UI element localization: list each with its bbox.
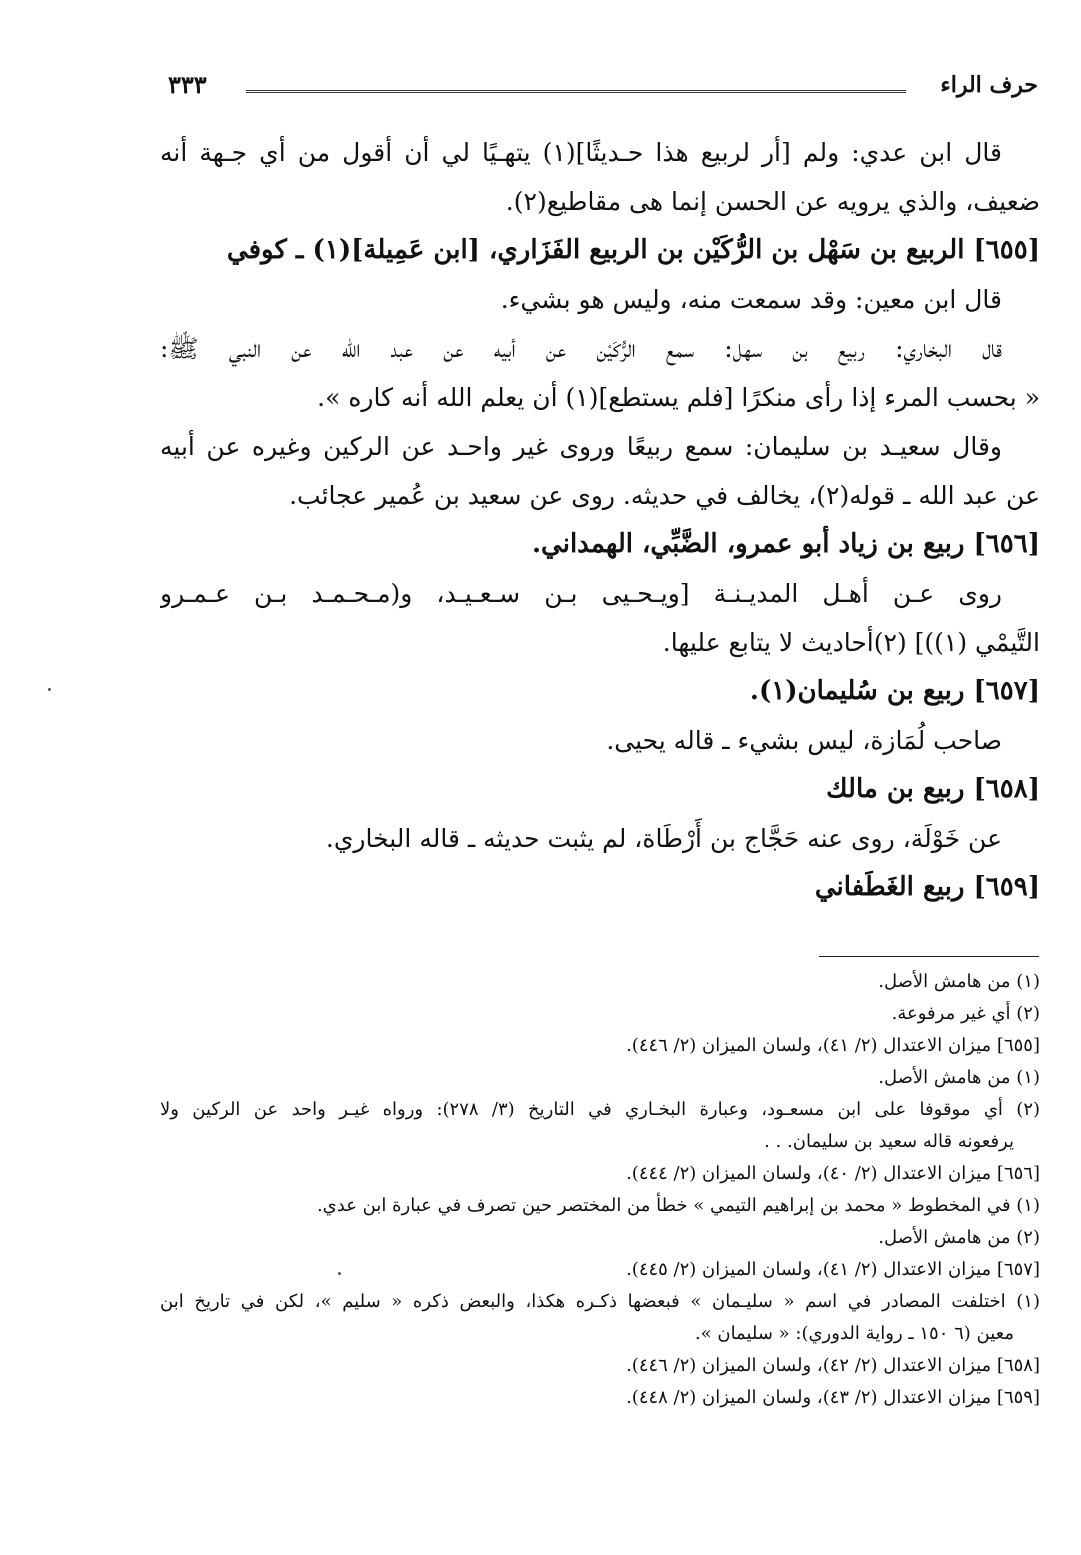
footnote: (١) من هامش الأصل. [878,1067,1040,1088]
footnote: معين (٦ ١٥٠ ـ رواية الدوري): « سليمان ». [694,1323,1014,1344]
text-line: عن خَوْلَة، روى عنه حَجَّاج بن أَرْطَاة، لم يثبت حديثه ـ قاله البخاري. [325,824,1002,853]
text-line: روى عـن أهـل المديـنـة [ويـحـيى بـن سـعـيـد، و(مـحـمـد بـن عـمـرو [160,579,1002,608]
running-header [168,68,1038,108]
entry-heading: [٦٥٨] ربيع بن مالك [826,774,1040,804]
entry-heading: [٦٥٦] ربيع بن زياد أبو عمرو، الضَّبِّي، الهمداني. [532,529,1040,559]
text-line: « بحسب المرء إذا رأى منكرًا [فلم يستطع](١) أن يعلم الله أنه كاره ». [317,383,1040,412]
footnote: (١) في المخطوط « محمد بن إبراهيم التيمي » خطأ من المختصر حين تصرف في عبارة ابن عدي. [316,1195,1040,1216]
entry-heading: [٦٥٥] الربيع بن سَهْل بن الرُّكَيْن بن الربيع الفَزَاري، [ابن عَمِيلة](١) ـ كوفي [226,235,1040,265]
page-number: ٣٣٣ [168,70,207,99]
footnote: [٦٥٨] ميزان الاعتدال (٢/ ٤٢)، ولسان الميزان (٢/ ٤٤٦). [626,1355,1040,1376]
scan-speck [338,1272,341,1275]
entry-heading: [٦٥٩] ربيع الغَطَفاني [814,872,1040,902]
footnote: (١) من هامش الأصل. [878,971,1040,992]
footnote: (٢) أي موقوفا على ابن مسعـود، وعبارة البخـاري في التاريخ (٣/ ٢٧٨): ورواه غيـر واحد عن الركين ولا [160,1099,1040,1120]
text-line: صاحب لُمَازة، ليس بشيء ـ قاله يحيى. [606,726,1002,755]
footnote: [٦٥٦] ميزان الاعتدال (٢/ ٤٠)، ولسان الميزان (٢/ ٤٤٤). [626,1163,1040,1184]
scan-speck [48,688,51,691]
entry-heading: [٦٥٧] ربيع بن سُليمان(١). [749,676,1040,706]
text-line: ضعيف، والذي يرويه عن الحسن إنما هى مقاطيع(٢). [505,187,1040,216]
footnote: (٢) أي غير مرفوعة. [891,1003,1040,1024]
footnote: يرفعونه قاله سعيد بن سليمان. . . [764,1131,1014,1152]
text-line: عن عبد الله ـ قوله(٢)، يخالف في حديثه. روى عن سعيد بن عُمير عجائب. [289,481,1040,510]
text-line: التَّيمْي (١))] (٢)أحاديث لا يتابع عليها. [662,628,1040,657]
footnote: [٦٥٩] ميزان الاعتدال (٢/ ٤٣)، ولسان الميزان (٢/ ٤٤٨). [626,1387,1040,1408]
main-text [160,128,1040,912]
footnote: [٦٥٧] ميزان الاعتدال (٢/ ٤١)، ولسان الميزان (٢/ ٤٤٥). [626,1259,1040,1280]
chapter-title: حرف الراء [940,72,1038,98]
footnotes [160,966,1040,1414]
footnote-rule [819,956,1039,957]
text-line: قال البخاري: ربيع بن سهل: سمع الرُّكَيْن عن أبيه عن عبد الله عن النبي ﷺ: [160,334,1002,363]
text-line: قال ابن معين: وقد سمعت منه، وليس هو بشيء. [500,285,1002,314]
footnote: (١) اختلفت المصادر في اسم « سليـمان » فبعضها ذكـره هكذا، والبعض ذكره « سليم »، لكن في تاريخ ابن [160,1291,1040,1312]
footnote: (٢) من هامش الأصل. [878,1227,1040,1248]
footnote: [٦٥٥] ميزان الاعتدال (٢/ ٤١)، ولسان الميزان (٢/ ٤٤٦). [626,1035,1040,1056]
text-line: قال ابن عدي: ولم [أر لربيع هذا حـديثًا](١) يتهـيًا لي أن أقول من أي جـهة أنه [160,138,1003,167]
text-line: وقال سعيـد بن سليمان: سمع ربيعًا وروى غير واحـد عن الركين وغيره عن أبيه [160,432,1002,461]
header-rule [246,90,906,93]
